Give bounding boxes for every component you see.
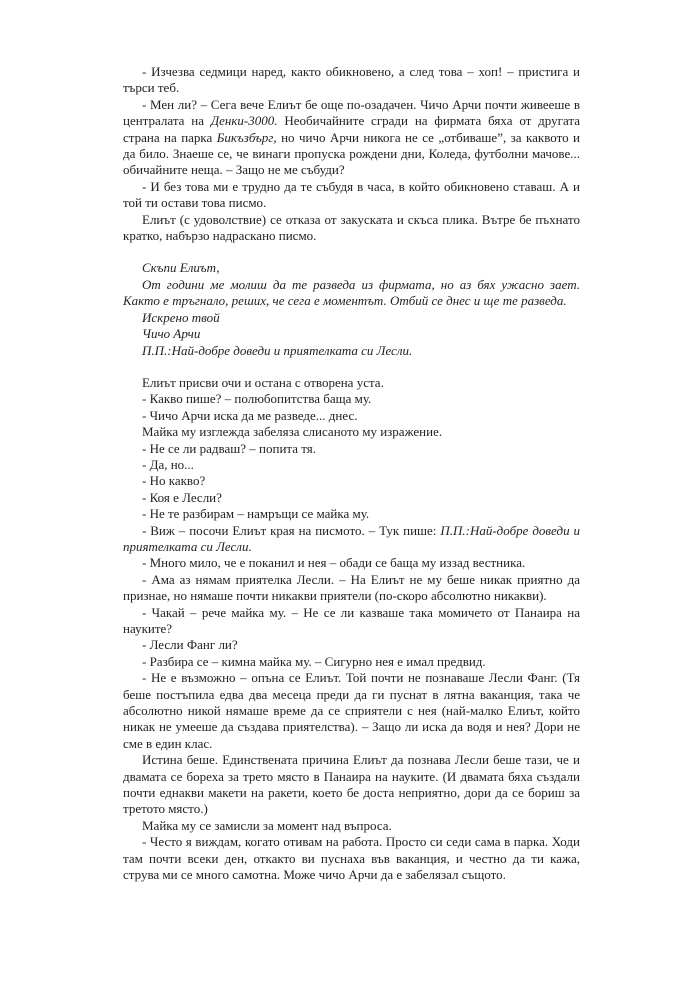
- text-run: Майка му изглежда забеляза слисаното му изражение.: [142, 424, 443, 440]
- paragraph: [123, 605, 580, 638]
- paragraph: [123, 97, 580, 179]
- letter-body: От години ме молиш да те разведа из фирмата, но аз бях ужасно зает. Както е тръгнало, реших, че сега е моментът. Отбий се днес и ще те разведа.: [123, 276, 580, 309]
- paragraph: [123, 818, 580, 834]
- text-run: - Виж – посочи Елиът края на писмото. – Тук пише:: [142, 522, 441, 538]
- text-run: - Често я виждам, когато отивам на работа. Просто си седи сама в парка. Ходи там почти всеки ден, откакто ви пуснаха във ваканция, и честно да ти кажа, струва ми се много самотна. Може чичо Арчи да е забелязал същото.: [123, 834, 580, 883]
- paragraph: [123, 424, 580, 440]
- letter-line: Чичо Арчи: [142, 326, 201, 342]
- text-run: - И без това ми е трудно да те събудя в часа, в който обикновено ставаш. А и той ти остави това писмо.: [123, 178, 580, 211]
- paragraph: [123, 752, 580, 818]
- text-run: - Лесли Фанг ли?: [142, 637, 238, 653]
- paragraph: [123, 391, 580, 407]
- italic-text: Денки-3000.: [210, 113, 278, 129]
- letter-line: П.П.:Най-добре доведи и приятелката си Лесли.: [142, 342, 413, 358]
- text-run: - Разбира се – кимна майка му. – Сигурно нея е имал предвид.: [142, 653, 486, 669]
- text-run: , но чичо Арчи никога не се „отбиваше”, за каквото и да било. Знаеше се, че винаги пропуска рождени дни, Коледа, футболни мачове... обичайните неща. – Защо не ме събуди?: [123, 129, 580, 178]
- italic-text: Бикъзбърг: [216, 129, 274, 145]
- paragraph: [123, 490, 580, 506]
- italic-text: П.П.:Най-добре доведи и приятелката си Лесли.: [123, 522, 580, 554]
- paragraph: [123, 834, 580, 883]
- paragraph: [123, 375, 580, 391]
- text-run: Елиът (с удоволствие) се отказа от закуската и скъса плика. Вътре бе пъхнато кратко, набързо надраскано писмо.: [123, 211, 580, 244]
- paragraph: [123, 64, 580, 97]
- text-run: - Изчезва седмици наред, както обикновено, а след това – хоп! – пристига и търси теб.: [123, 64, 580, 96]
- letter-block: [123, 260, 580, 358]
- paragraph: [123, 212, 580, 245]
- text-run: - Чичо Арчи иска да ме разведе... днес.: [142, 407, 358, 423]
- paragraph: [123, 572, 580, 605]
- text-run: - Да, но...: [142, 456, 194, 472]
- paragraph: [123, 457, 580, 473]
- text-run: - Не се ли радваш? – попита тя.: [142, 440, 317, 456]
- text-run: - Чакай – рече майка му. – Не се ли казваше така момичето от Панаира на науките?: [123, 604, 580, 636]
- paragraph: [123, 654, 580, 670]
- text-run: - Ама аз нямам приятелка Лесли. – На Елиът не му беше никак приятно да признае, но нямаше почти никакви приятели (по-скоро абсолютно никакви).: [123, 571, 580, 604]
- paragraph: [123, 555, 580, 571]
- text-run: Необичайните сгради на фирмата бяха от другата страна на парка: [123, 113, 581, 145]
- dialogue-block: [123, 375, 580, 884]
- paragraph: [123, 523, 580, 556]
- letter-line: Искрено твой: [142, 309, 220, 325]
- paragraph: [123, 408, 580, 424]
- text-run: - Какво пише? – полюбопитства баща му.: [142, 391, 372, 407]
- page-body: [123, 64, 580, 884]
- text-run: - Не те разбирам – намръщи се майка му.: [142, 506, 370, 522]
- text-run: Майка му се замисли за момент над въпроса.: [142, 817, 392, 833]
- text-run: - Коя е Лесли?: [142, 489, 222, 505]
- narration-block: [123, 64, 580, 244]
- paragraph: [123, 637, 580, 653]
- paragraph: [123, 506, 580, 522]
- text-run: - Но какво?: [142, 473, 206, 489]
- paragraph: [123, 441, 580, 457]
- text-run: Истина беше. Единствената причина Елиът да познава Лесли беше тази, че и двамата се бореха за трето място в Панаира на науките. (И двамата бяха създали почти еднакви макети на ракети, което бе доста неприятно, дори да се бориш за третото място.): [123, 752, 580, 817]
- paragraph: [123, 473, 580, 489]
- text-run: - Не е възможно – опъна се Елиът. Той почти не познаваше Лесли Фанг. (Тя беше постъпила едва два месеца преди да ги пуснат в лятна ваканция, така че абсолютно никой нямаше време да се сприятели с нея (най-малко Елиът, който никак не умееше да създава приятелства). – Защо ли иска да водя и нея? Дори не сме в един клас.: [123, 670, 580, 751]
- text-run: - Мен ли? – Сега вече Елиът бе още по-озадачен. Чичо Арчи почти живееше в централата на: [123, 96, 580, 129]
- letter-salutation: Скъпи Елиът,: [142, 260, 220, 276]
- text-run: - Много мило, че е поканил и нея – обади се баща му иззад вестника.: [142, 555, 526, 571]
- text-run: Елиът присви очи и остана с отворена уста.: [142, 374, 384, 390]
- paragraph: [123, 670, 580, 752]
- paragraph: [123, 179, 580, 212]
